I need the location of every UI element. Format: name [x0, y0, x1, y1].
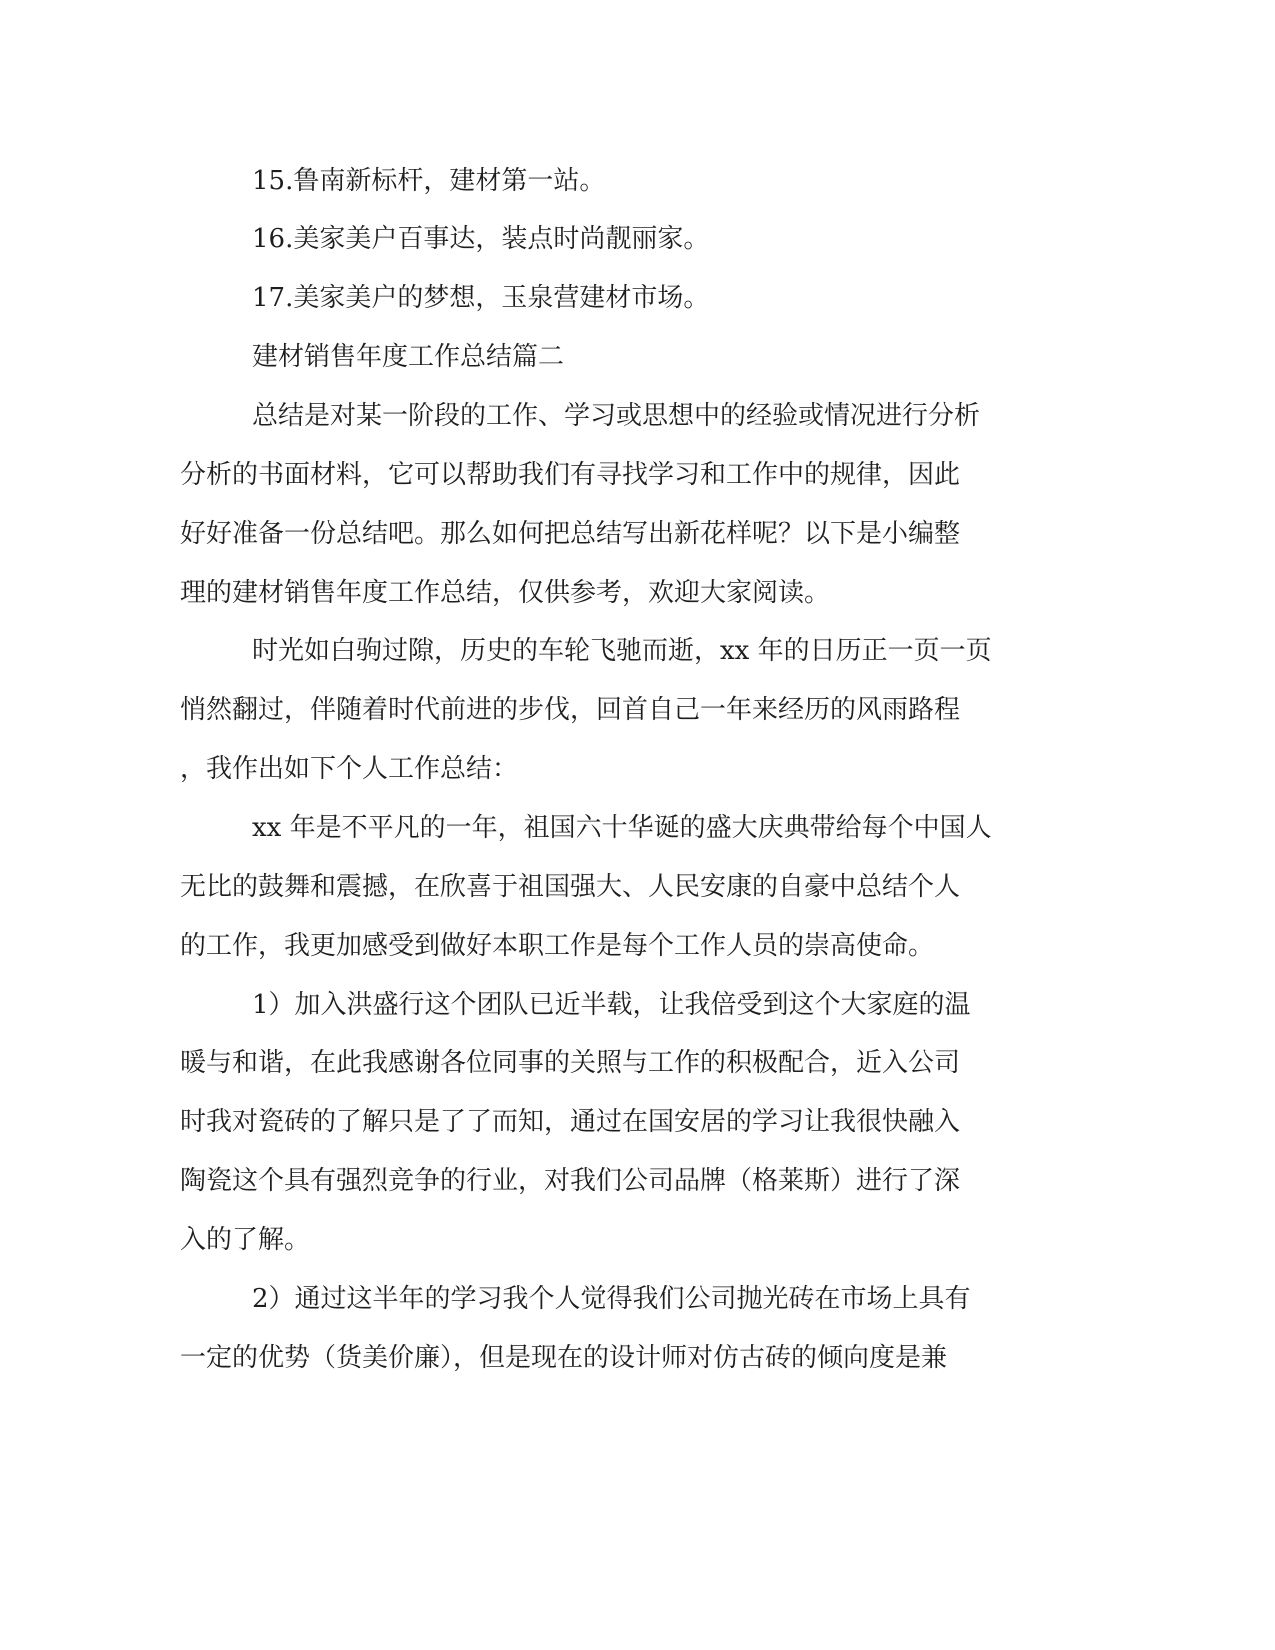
- slogan-line-15: 15.鲁南新标杆，建材第一站。: [252, 166, 606, 196]
- slogan-line-17: 17.美家美户的梦想，玉泉营建材市场。: [252, 283, 710, 313]
- paragraph-line: 的工作，我更加感受到做好本职工作是每个工作人员的崇高使命。: [180, 931, 935, 961]
- paragraph-line: 入的了解。: [180, 1225, 311, 1255]
- paragraph-line: 时光如白驹过隙，历史的车轮飞驰而逝，xx 年的日历正一页一页: [252, 636, 992, 666]
- paragraph-line: xx 年是不平凡的一年，祖国六十华诞的盛大庆典带给每个中国人: [252, 813, 992, 843]
- paragraph-line: 好好准备一份总结吧。那么如何把总结写出新花样呢？以下是小编整: [180, 519, 961, 549]
- section-heading: 建材销售年度工作总结篇二: [252, 342, 565, 372]
- paragraph-line: 无比的鼓舞和震撼，在欣喜于祖国强大、人民安康的自豪中总结个人: [180, 872, 961, 902]
- paragraph-line: 一定的优势（货美价廉），但是现在的设计师对仿古砖的倾向度是兼: [180, 1343, 948, 1373]
- paragraph-line: ，我作出如下个人工作总结：: [180, 754, 519, 784]
- paragraph-line: 暖与和谐，在此我感谢各位同事的关照与工作的积极配合，近入公司: [180, 1048, 961, 1078]
- paragraph-line: 分析的书面材料，它可以帮助我们有寻找学习和工作中的规律，因此: [180, 460, 961, 490]
- paragraph-line: 2）通过这半年的学习我个人觉得我们公司抛光砖在市场上具有: [252, 1284, 971, 1314]
- slogan-line-16: 16.美家美户百事达，装点时尚靓丽家。: [252, 224, 710, 254]
- paragraph-line: 理的建材销售年度工作总结，仅供参考，欢迎大家阅读。: [180, 578, 831, 608]
- paragraph-line: 陶瓷这个具有强烈竞争的行业，对我们公司品牌（格莱斯）进行了深: [180, 1166, 961, 1196]
- paragraph-line: 悄然翻过，伴随着时代前进的步伐，回首自己一年来经历的风雨路程: [180, 695, 961, 725]
- paragraph-line: 时我对瓷砖的了解只是了了而知，通过在国安居的学习让我很快融入: [180, 1107, 961, 1137]
- paragraph-line: 1）加入洪盛行这个团队已近半载，让我倍受到这个大家庭的温: [252, 990, 971, 1020]
- paragraph-line: 总结是对某一阶段的工作、学习或思想中的经验或情况进行分析: [252, 401, 981, 431]
